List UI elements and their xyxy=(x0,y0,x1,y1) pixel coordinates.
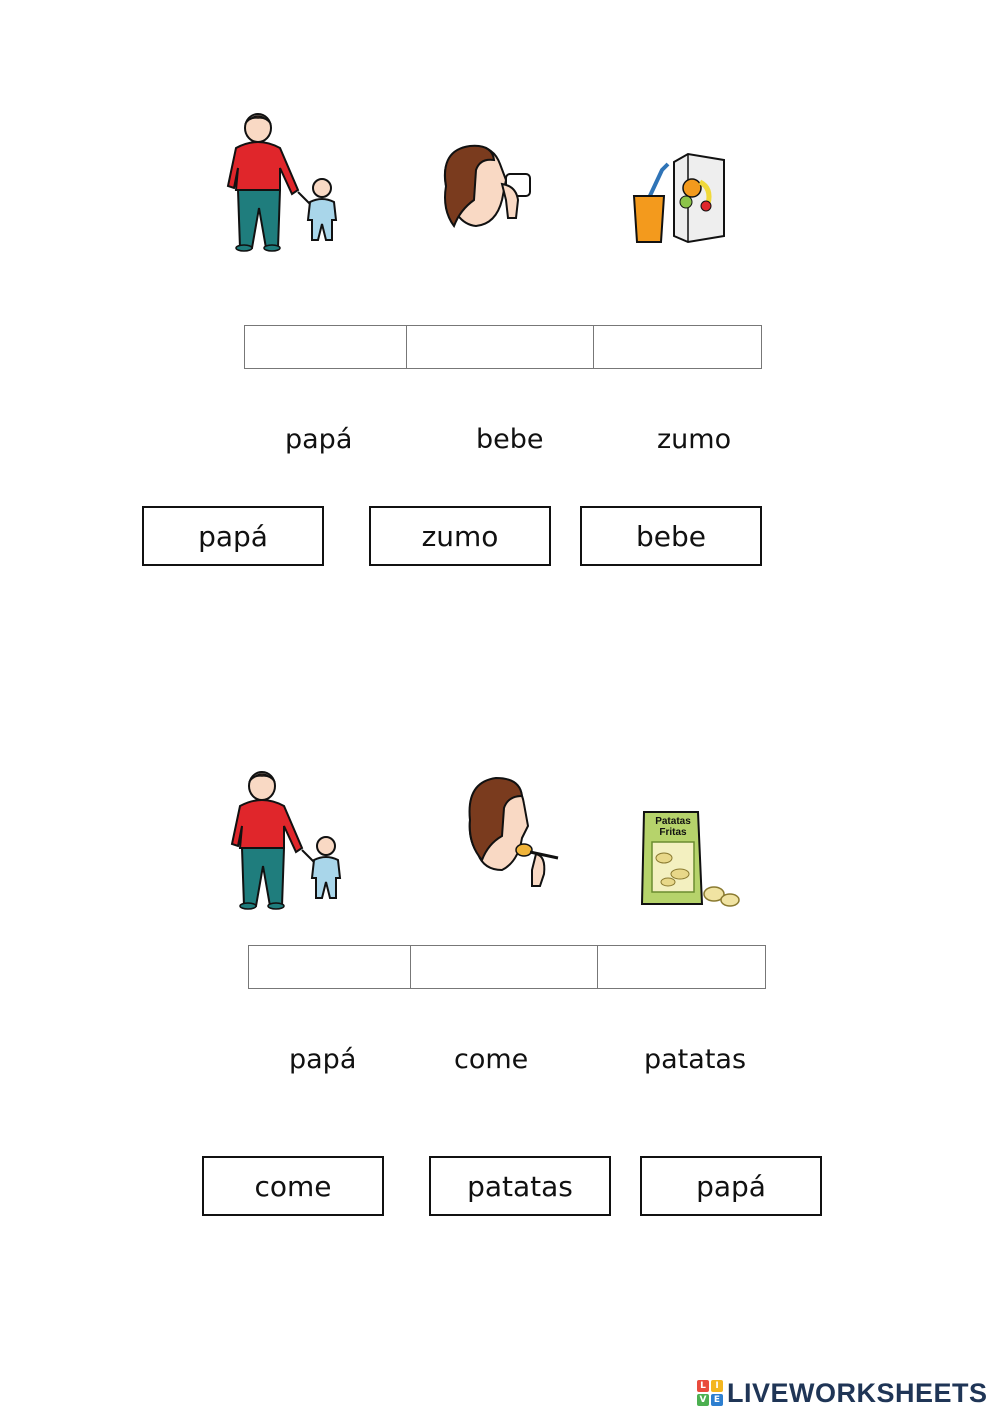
father-and-child-icon xyxy=(222,108,342,253)
logo-letter: E xyxy=(711,1394,723,1406)
answer-slots xyxy=(244,325,762,369)
word-card[interactable]: bebe xyxy=(580,506,762,566)
answer-slot[interactable] xyxy=(411,946,598,988)
chips-bag-label-line-1: Patatas xyxy=(655,816,691,827)
answer-slot[interactable] xyxy=(245,326,407,368)
word-card[interactable]: zumo xyxy=(369,506,551,566)
answer-slot[interactable] xyxy=(249,946,411,988)
answer-slot[interactable] xyxy=(598,946,765,988)
potato-chips-bag xyxy=(640,808,742,910)
sentence-word: patatas xyxy=(644,1044,747,1075)
liveworksheets-logo xyxy=(697,1378,988,1408)
word-card[interactable]: patatas xyxy=(429,1156,611,1216)
juice-glass-and-carton-icon xyxy=(630,152,730,248)
logo-letter: L xyxy=(697,1380,709,1392)
logo-letter: I xyxy=(711,1380,723,1392)
sentence-word: papá xyxy=(285,424,353,455)
sentence-word: come xyxy=(454,1044,529,1075)
word-card[interactable]: come xyxy=(202,1156,384,1216)
word-card[interactable]: papá xyxy=(142,506,324,566)
answer-slot[interactable] xyxy=(594,326,761,368)
word-card[interactable]: papá xyxy=(640,1156,822,1216)
person-drinking-icon xyxy=(436,140,540,232)
person-eating-icon xyxy=(462,774,562,890)
sentence-word: zumo xyxy=(657,424,732,455)
answer-slots xyxy=(248,945,766,989)
logo-mark-icon xyxy=(697,1380,723,1406)
sentence-word: papá xyxy=(289,1044,357,1075)
sentence-word: bebe xyxy=(476,424,544,455)
logo-text: LIVEWORKSHEETS xyxy=(727,1377,988,1408)
father-and-child-icon xyxy=(226,766,346,911)
answer-slot[interactable] xyxy=(407,326,594,368)
logo-letter: V xyxy=(697,1394,709,1406)
chips-bag-label-line-2: Fritas xyxy=(659,827,687,838)
